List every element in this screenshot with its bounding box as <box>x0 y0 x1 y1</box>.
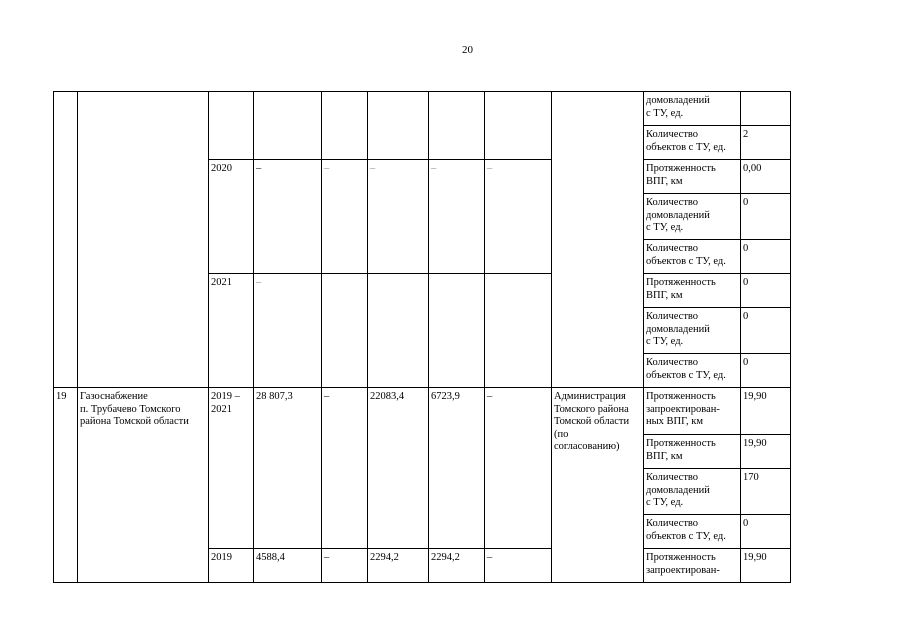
indicator-value: 19,90 <box>741 435 791 469</box>
cell-name: Газоснабжение п. Трубачево Томского района Томской области <box>78 388 209 583</box>
page-number: 20 <box>462 44 473 56</box>
cell-c6 <box>429 92 485 160</box>
cell-total: – <box>254 160 322 274</box>
cell-c7: – <box>485 388 552 549</box>
indicator-value: 19,90 <box>741 549 791 583</box>
cell-c6: – <box>429 160 485 274</box>
indicator-name: Количество объектов с ТУ, ед. <box>644 515 741 549</box>
cell-total <box>254 92 322 160</box>
table-row <box>54 92 791 126</box>
indicator-value: 0 <box>741 354 791 388</box>
indicator-name: Протяженность ВПГ, км <box>644 160 741 194</box>
indicator-value: 2 <box>741 126 791 160</box>
cell-c4: – <box>322 549 368 583</box>
cell-executor: Администрация Томского района Томской области (по согласованию) <box>552 388 644 583</box>
indicator-value: 0 <box>741 308 791 354</box>
cell-c5: 2294,2 <box>368 549 429 583</box>
cell-c4 <box>322 92 368 160</box>
indicator-value: 0 <box>741 274 791 308</box>
indicator-name: Количество объектов с ТУ, ед. <box>644 126 741 160</box>
indicator-name: Количество объектов с ТУ, ед. <box>644 240 741 274</box>
cell-c7 <box>485 274 552 388</box>
cell-c6: 6723,9 <box>429 388 485 549</box>
program-table <box>53 91 791 583</box>
indicator-name: Количество домовладений с ТУ, ед. <box>644 469 741 515</box>
indicator-name: Количество объектов с ТУ, ед. <box>644 354 741 388</box>
indicator-value: 19,90 <box>741 388 791 435</box>
cell-c5 <box>368 274 429 388</box>
cell-number: 19 <box>54 388 78 583</box>
cell-c5: – <box>368 160 429 274</box>
cell-total: – <box>254 274 322 388</box>
indicator-name: Количество домовладений с ТУ, ед. <box>644 194 741 240</box>
cell-c4: – <box>322 160 368 274</box>
cell-total: 4588,4 <box>254 549 322 583</box>
cell-period: 2019 – 2021 <box>209 388 254 549</box>
indicator-value: 170 <box>741 469 791 515</box>
indicator-name: Протяженность запроектирован- <box>644 549 741 583</box>
cell-executor <box>552 92 644 388</box>
cell-c5 <box>368 92 429 160</box>
cell-c7: – <box>485 549 552 583</box>
cell-name <box>78 92 209 388</box>
cell-period: 2020 <box>209 160 254 274</box>
indicator-value <box>741 92 791 126</box>
cell-period <box>209 92 254 160</box>
indicator-name: Протяженность ВПГ, км <box>644 274 741 308</box>
cell-c7 <box>485 92 552 160</box>
indicator-name: Количество домовладений с ТУ, ед. <box>644 308 741 354</box>
cell-c6: 2294,2 <box>429 549 485 583</box>
indicator-value: 0 <box>741 240 791 274</box>
cell-period: 2019 <box>209 549 254 583</box>
cell-period: 2021 <box>209 274 254 388</box>
indicator-name: домовладений с ТУ, ед. <box>644 92 741 126</box>
cell-total: 28 807,3 <box>254 388 322 549</box>
indicator-value: 0 <box>741 515 791 549</box>
indicator-value: 0 <box>741 194 791 240</box>
cell-c6 <box>429 274 485 388</box>
indicator-value: 0,00 <box>741 160 791 194</box>
indicator-name: Протяженность запроектирован- ных ВПГ, км <box>644 388 741 435</box>
cell-c4 <box>322 274 368 388</box>
table-row <box>54 388 791 435</box>
cell-c7: – <box>485 160 552 274</box>
cell-c4: – <box>322 388 368 549</box>
cell-number <box>54 92 78 388</box>
cell-c5: 22083,4 <box>368 388 429 549</box>
indicator-name: Протяженность ВПГ, км <box>644 435 741 469</box>
